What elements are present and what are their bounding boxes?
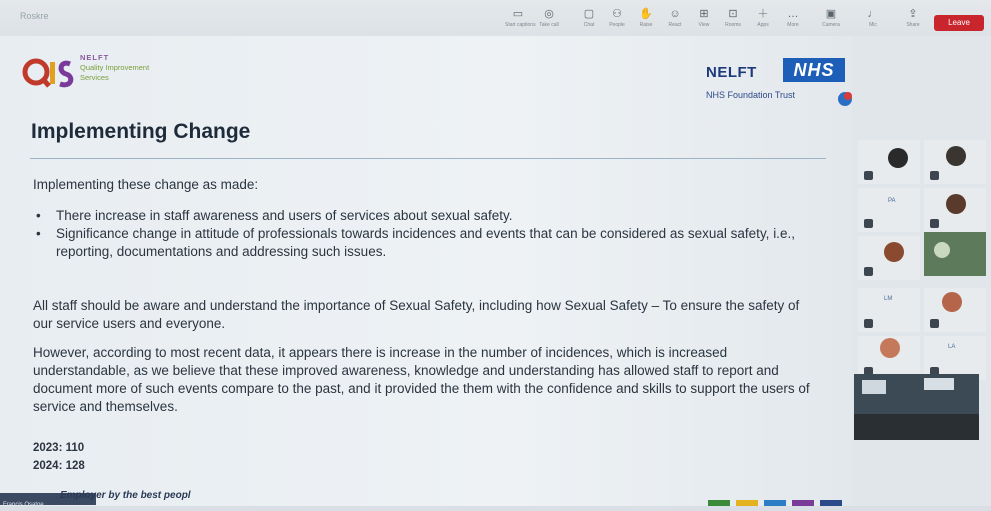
rooms-button[interactable]: ⊡ Rooms — [720, 8, 746, 34]
mic-muted-icon — [930, 219, 939, 228]
people-icon: ⚇ — [612, 8, 622, 20]
avatar — [942, 292, 962, 312]
qis-wordmark: NELFT Quality Improvement Services — [80, 53, 150, 82]
share-button[interactable]: ⇪ Share — [900, 8, 926, 34]
room-screen — [862, 380, 886, 394]
incident-stats — [33, 439, 85, 475]
mic-button[interactable]: ♩ Mic — [860, 8, 886, 34]
participant-tile[interactable] — [924, 288, 986, 332]
more-button[interactable]: … More — [780, 8, 806, 34]
presenter-name-tag: Francis Osatoe — [0, 493, 96, 505]
mic-muted-icon — [864, 219, 873, 228]
nhs-trust-name: NHS Foundation Trust — [706, 90, 796, 100]
participants-panel — [852, 36, 991, 506]
paragraph-awareness: All staff should be aware and understand the importance of Sexual Safety, including how Sexual Safety – To ensure the safety of our service users and everyone. — [33, 298, 800, 331]
avatar — [946, 194, 966, 214]
rooms-icon: ⊡ — [728, 8, 738, 20]
bullet-icon: • — [36, 226, 41, 241]
room-video-tile[interactable] — [854, 374, 979, 440]
avatar — [946, 146, 966, 166]
avatar — [884, 242, 904, 262]
call-icon: ◎ — [544, 8, 554, 20]
color-strip-segment — [708, 500, 730, 506]
footer-tagline: Employer by the best peopl — [60, 490, 191, 501]
color-strip-segment — [820, 500, 842, 506]
camera-button[interactable]: ▣ Camera — [818, 8, 844, 34]
participant-tile[interactable] — [924, 140, 986, 184]
shared-slide — [0, 36, 852, 506]
mic-icon: ♩ — [867, 8, 879, 20]
avatar — [934, 242, 950, 258]
raise-hand-button[interactable]: ✋ Raise — [633, 8, 659, 34]
bullet-list — [36, 207, 816, 261]
qis-logo-icon — [22, 52, 78, 92]
captions-icon: ▭ — [512, 8, 524, 20]
room-screen — [924, 378, 954, 390]
window-title: Roskre — [20, 11, 49, 21]
list-item: • Significance change in attitude of professionals towards incidences and events that can be considered as sexual safety, i.e., reporting, documentations and addressing such issues. — [36, 226, 795, 259]
mic-muted-icon — [930, 171, 939, 180]
react-icon: ☺ — [669, 8, 681, 20]
apps-icon: ＋ — [757, 8, 769, 20]
participant-tile[interactable] — [858, 188, 920, 232]
view-button[interactable]: ⊞ View — [691, 8, 717, 34]
avatar — [888, 148, 908, 168]
color-strip-segment — [736, 500, 758, 506]
participant-tile[interactable] — [858, 236, 920, 280]
mic-muted-icon — [930, 319, 939, 328]
list-item: • There increase in staff awareness and users of services about sexual safety. — [36, 208, 513, 223]
mic-muted-icon — [864, 319, 873, 328]
participant-initials: PA — [888, 198, 896, 204]
participant-tile[interactable] — [858, 288, 920, 332]
chat-icon: ▢ — [583, 8, 595, 20]
leave-label: Leave — [948, 18, 970, 27]
participant-tile[interactable] — [924, 188, 986, 232]
color-strip-segment — [764, 500, 786, 506]
meeting-toolbar — [0, 0, 991, 37]
stat-2024: 2024: 128 — [33, 460, 85, 472]
mic-muted-icon — [864, 267, 873, 276]
chat-button[interactable]: ▢ Chat — [576, 8, 602, 34]
title-divider — [30, 158, 826, 159]
camera-icon: ▣ — [825, 8, 837, 20]
bullet-icon: • — [36, 208, 41, 223]
apps-button[interactable]: ＋ Apps — [750, 8, 776, 34]
nhs-logo: NHS — [783, 58, 845, 82]
participant-initials: LA — [948, 344, 956, 350]
participant-initials: LM — [884, 296, 893, 302]
react-button[interactable]: ☺ React — [662, 8, 688, 34]
mic-muted-icon — [864, 171, 873, 180]
room-table — [854, 414, 979, 440]
color-strip-segment — [792, 500, 814, 506]
stat-2023: 2023: 110 — [33, 442, 85, 454]
leave-button[interactable] — [934, 15, 984, 31]
paragraph-data: However, according to most recent data, it appears there is increase in the number of incidences, which is increased understandable, as we believe that these improved awareness, knowledge and understanding has allowed staff to report and document more of such events compare to the past, and it provided the them with the confidence and skills to support the users of service and themselves. — [33, 345, 810, 414]
take-call-button[interactable]: ◎ Take call — [536, 8, 562, 34]
avatar — [880, 338, 900, 358]
participant-tile[interactable] — [858, 140, 920, 184]
share-icon: ⇪ — [908, 8, 918, 20]
raise-hand-icon: ✋ — [639, 8, 653, 20]
participant-video-tile[interactable] — [924, 232, 986, 276]
slide-title: Implementing Change — [31, 120, 251, 143]
more-icon: … — [787, 8, 799, 20]
intro-text: Implementing these change as made: — [33, 177, 259, 192]
view-icon: ⊞ — [699, 8, 709, 20]
captions-button[interactable]: ▭ Start captions — [505, 8, 536, 28]
people-button[interactable]: ⚇ People — [604, 8, 630, 34]
nelft-logo-text: NELFT — [706, 64, 757, 81]
